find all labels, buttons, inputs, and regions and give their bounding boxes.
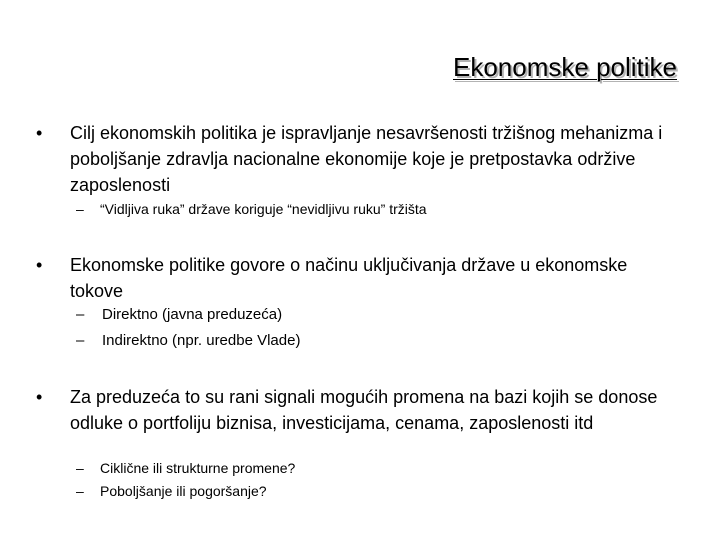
bullet-marker: •: [36, 387, 43, 407]
sub-bullet-text: Ciklične ili strukturne promene?: [100, 460, 296, 476]
sub-bullet-marker: –: [76, 332, 85, 349]
sub-bullet-text: “Vidljiva ruka” države koriguje “nevidljivu ruku” tržišta: [100, 201, 427, 217]
sub-bullet-marker: –: [76, 460, 84, 476]
sub-bullet-text: Direktno (javna preduzeća): [102, 306, 283, 323]
sub-bullet-marker: –: [76, 306, 85, 323]
sub-bullet-text: Indirektno (npr. uredbe Vlade): [102, 332, 301, 349]
bullet-text: Cilj ekonomskih politika je ispravljanje nesavršenosti tržišnog mehanizma i poboljšanje zdravlja nacionalne ekonomije koje je pretpostavka održive zaposlenosti: [70, 123, 663, 195]
slide-title: Ekonomske politike: [453, 52, 677, 82]
sub-bullet-marker: –: [76, 483, 84, 499]
bullet-text: Za preduzeća to su rani signali mogućih promena na bazi kojih se donose odluke o portfoliju biznisa, investicijama, cenama, zaposlenosti itd: [70, 387, 658, 433]
bullet-marker: •: [36, 123, 43, 143]
sub-bullet-text: Poboljšanje ili pogoršanje?: [100, 483, 267, 499]
sub-bullet-marker: –: [76, 201, 84, 217]
bullet-text: Ekonomske politike govore o načinu uključivanja države u ekonomske tokove: [70, 255, 628, 301]
bullet-marker: •: [36, 255, 43, 275]
